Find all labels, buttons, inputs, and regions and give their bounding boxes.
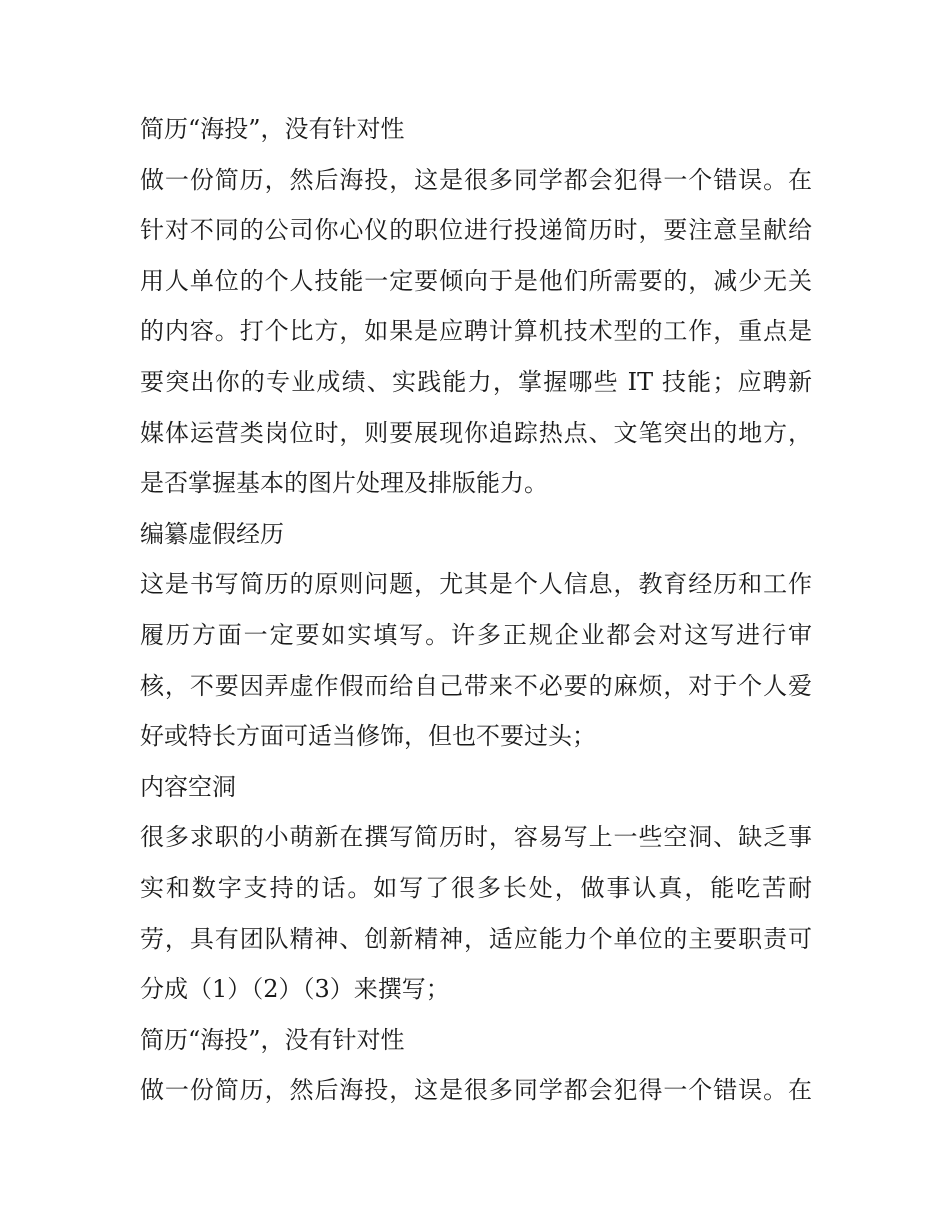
- text-line: 履历方面一定要如实填写。许多正规企业都会对这写进行审: [140, 620, 812, 649]
- text-line: 核，不要因弄虚作假而给自己带来不必要的麻烦，对于个人爱: [140, 671, 812, 700]
- text-line: 好或特长方面可适当修饰，但也不要过头；: [140, 722, 596, 751]
- text-line: 分成（1）（2）（3）来撰写；: [140, 975, 450, 1004]
- text-line: 做一份简历，然后海投，这是很多同学都会犯得一个错误。在: [140, 1076, 812, 1105]
- text-line: 用人单位的个人技能一定要倾向于是他们所需要的，减少无关: [140, 266, 812, 295]
- text-line: 内容空洞: [140, 772, 236, 801]
- text-line: 编纂虚假经历: [140, 519, 284, 548]
- text-line: 的内容。打个比方，如果是应聘计算机技术型的工作，重点是: [140, 317, 812, 346]
- text-line: 很多求职的小萌新在撰写简历时，容易写上一些空洞、缺乏事: [140, 823, 812, 852]
- text-line: 要突出你的专业成绩、实践能力，掌握哪些 IT 技能；应聘新: [140, 367, 812, 396]
- text-line: 针对不同的公司你心仪的职位进行投递简历时，要注意呈献给: [140, 216, 812, 245]
- text-line: 是否掌握基本的图片处理及排版能力。: [140, 469, 548, 498]
- text-line: 这是书写简历的原则问题，尤其是个人信息，教育经历和工作: [140, 570, 812, 599]
- text-line: 简历“海投”，没有针对性: [140, 115, 405, 143]
- document-body: [140, 104, 812, 1116]
- text-line: 劳，具有团队精神、创新精神，适应能力个单位的主要职责可: [140, 924, 812, 953]
- text-line: 简历“海投”，没有针对性: [140, 1025, 405, 1054]
- text-line: 做一份简历，然后海投，这是很多同学都会犯得一个错误。在: [140, 165, 812, 194]
- text-line: 实和数字支持的话。如写了很多长处，做事认真，能吃苦耐: [140, 873, 812, 902]
- text-line: 媒体运营类岗位时，则要展现你追踪热点、文笔突出的地方，: [140, 418, 812, 447]
